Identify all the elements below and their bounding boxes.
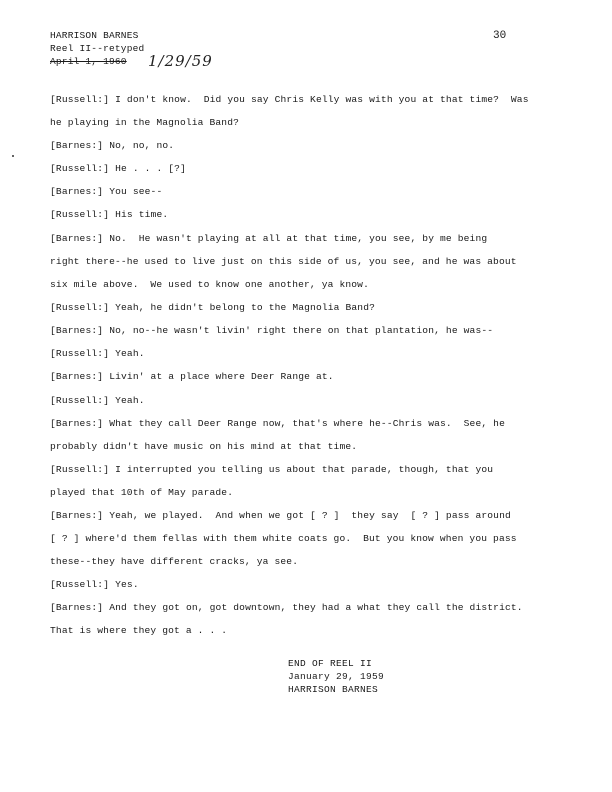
transcript-line — [50, 163, 570, 174]
page-number: 30 — [493, 30, 507, 42]
header-date-handwritten: 1/29/59 — [148, 52, 213, 70]
line-text: He . . . [?] — [115, 163, 186, 174]
header-date-typed: April 1, 1960 — [50, 56, 127, 67]
line-text: Yes. — [115, 579, 139, 590]
speaker-label: [ Barnes :] — [50, 325, 103, 336]
line-text: probably didn't have music on his mind at that time. — [50, 441, 358, 452]
line-text: And they got on, got downtown, they had a what they call the district. — [109, 602, 523, 613]
end-date: January 29, 1959 — [288, 671, 385, 682]
line-text: His time. — [115, 209, 169, 220]
line-text: I interrupted you telling us about that parade, though, that you — [115, 464, 494, 475]
line-text: I don't know. Did you say Chris Kelly was with you at that time? Was — [115, 94, 529, 105]
transcript-line — [50, 279, 570, 290]
speaker-label: [ Barnes :] — [50, 371, 103, 382]
speaker-label: [ Russell :] — [50, 302, 109, 313]
transcript-line — [50, 395, 570, 406]
line-text: played that 10th of May parade. — [50, 487, 234, 498]
speaker-label: [ Russell :] — [50, 163, 109, 174]
line-text: No, no, no. — [109, 140, 175, 151]
speaker-label: [ Barnes :] — [50, 186, 103, 197]
speaker-label: [ Barnes :] — [50, 602, 103, 613]
speaker-label: [ Russell :] — [50, 348, 109, 359]
line-text: Yeah. — [115, 348, 145, 359]
transcript-line — [50, 302, 570, 313]
speaker-label: [ Russell :] — [50, 464, 109, 475]
transcript-line — [50, 233, 570, 244]
end-of-reel-label: END OF REEL II — [288, 658, 373, 669]
speaker-label: [ Russell :] — [50, 94, 109, 105]
line-text: You see-- — [109, 186, 163, 197]
line-text: Yeah, we played. And when we got [ ? ] they say [ ? ] pass around — [109, 510, 511, 521]
line-text: right there--he used to live just on this side of us, you see, and he was about — [50, 256, 517, 267]
transcript-line — [50, 348, 570, 359]
line-text: Yeah, he didn't belong to the Magnolia Band? — [115, 302, 376, 313]
line-text: No. He wasn't playing at all at that time, you see, by me being — [109, 233, 488, 244]
transcript-line — [50, 556, 570, 567]
transcript-line — [50, 418, 570, 429]
speaker-label: [ Barnes :] — [50, 418, 103, 429]
speaker-label: [ Russell :] — [50, 579, 109, 590]
line-text: What they call Deer Range now, that's where he--Chris was. See, he — [109, 418, 505, 429]
transcript-line — [50, 371, 570, 382]
transcript-line — [50, 94, 570, 105]
line-text: That is where they got a . . . — [50, 625, 228, 636]
line-text: these--they have different cracks, ya see. — [50, 556, 299, 567]
transcript-line — [50, 464, 570, 475]
line-text: six mile above. We used to know one another, ya know. — [50, 279, 369, 290]
transcript-line — [50, 209, 570, 220]
line-text: No, no--he wasn't livin' right there on that plantation, he was-- — [109, 325, 494, 336]
transcript-line — [50, 533, 570, 544]
transcript-line — [50, 186, 570, 197]
end-name: HARRISON BARNES — [288, 684, 379, 695]
line-text: Yeah. — [115, 395, 145, 406]
speaker-label: [ Russell :] — [50, 209, 109, 220]
transcript-line — [50, 325, 570, 336]
transcript-line — [50, 602, 570, 613]
speaker-label: [ Barnes :] — [50, 233, 103, 244]
transcript-line — [50, 625, 570, 636]
speaker-label: [ Barnes :] — [50, 510, 103, 521]
header-name: HARRISON BARNES — [50, 30, 139, 41]
header-reel: Reel II--retyped — [50, 43, 145, 54]
line-text: he playing in the Magnolia Band? — [50, 117, 240, 128]
transcript-line — [50, 140, 570, 151]
scan-speck — [12, 155, 14, 157]
transcript-line — [50, 117, 570, 128]
line-text: Livin' at a place where Deer Range at. — [109, 371, 334, 382]
speaker-label: [ Russell :] — [50, 395, 109, 406]
line-text: [ ? ] where'd them fellas with them white coats go. But you know when you pass — [50, 533, 517, 544]
transcript-line — [50, 487, 570, 498]
speaker-label: [ Barnes :] — [50, 140, 103, 151]
transcript-line — [50, 510, 570, 521]
transcript-line — [50, 441, 570, 452]
transcript-line — [50, 256, 570, 267]
transcript-line — [50, 579, 570, 590]
